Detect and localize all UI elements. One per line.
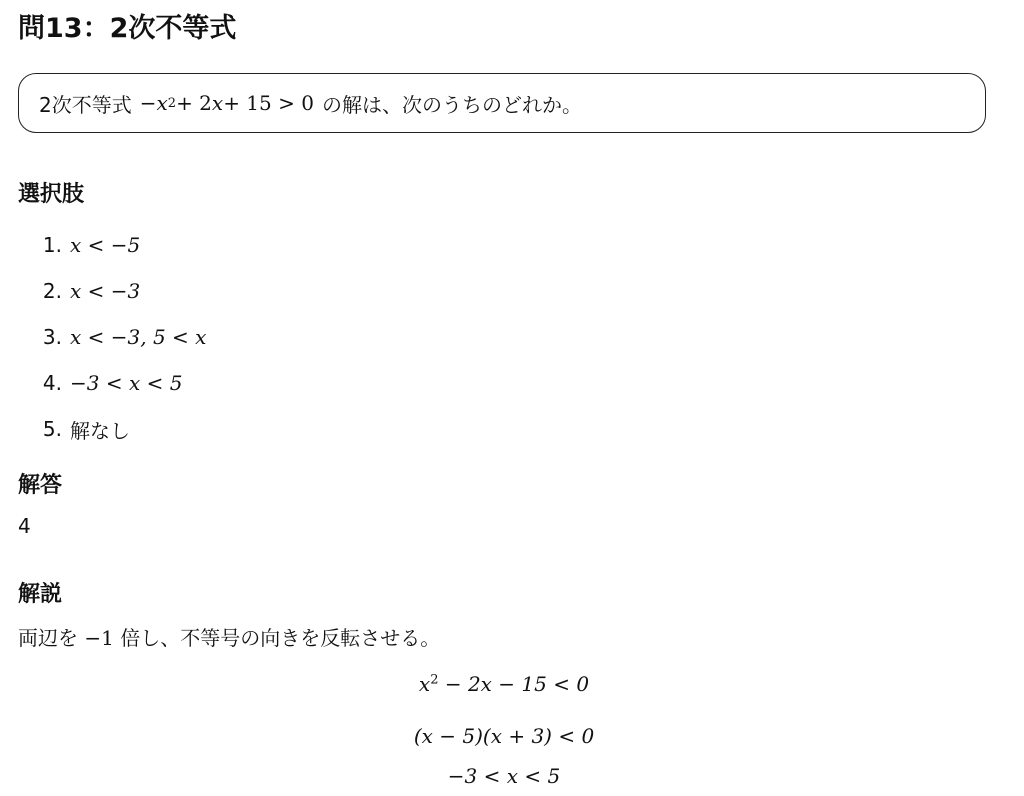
question-box bbox=[18, 73, 986, 133]
explanation-heading: 解説 bbox=[18, 582, 63, 607]
choice-text: 解なし bbox=[70, 418, 130, 443]
equation-1-exp: 2 bbox=[430, 672, 439, 688]
choice-item bbox=[18, 360, 206, 406]
question-expr-rest: + 2 bbox=[176, 91, 212, 115]
choices-list bbox=[18, 222, 206, 452]
choice-number: 4. bbox=[42, 371, 62, 395]
explanation-intro-a: 両辺を bbox=[18, 626, 78, 650]
explanation-intro-b: 倍し、不等号の向きを反転させる。 bbox=[120, 626, 441, 650]
choice-number: 2. bbox=[42, 279, 62, 303]
question-expr-minus: − bbox=[139, 91, 157, 115]
choice-number: 1. bbox=[42, 233, 62, 257]
choice-number: 3. bbox=[42, 325, 62, 349]
choice-text: x < −3, 5 < x bbox=[70, 325, 207, 349]
explanation-intro bbox=[18, 622, 440, 651]
question-expr-tail: + 15 > 0 bbox=[223, 91, 314, 115]
question-expr-x2: x bbox=[211, 91, 224, 115]
equation-1 bbox=[18, 672, 990, 696]
equation-3: −3 < x < 5 bbox=[447, 764, 561, 788]
equation-1-rest: − 2x − 15 < 0 bbox=[438, 672, 590, 696]
page-title: 問13：2次不等式 bbox=[18, 13, 237, 44]
choices-heading: 選択肢 bbox=[18, 182, 85, 207]
choice-item bbox=[18, 222, 206, 268]
choice-item bbox=[18, 314, 206, 360]
question-prefix: 2次不等式 bbox=[39, 92, 132, 117]
explanation-intro-math: −1 bbox=[84, 626, 114, 650]
choice-item bbox=[18, 268, 206, 314]
equation-2: (x − 5)(x + 3) < 0 bbox=[413, 724, 595, 748]
question-expr-x: x bbox=[156, 91, 168, 115]
choice-text: x < −3 bbox=[70, 279, 141, 303]
equation-1-x: x bbox=[418, 672, 431, 696]
question-expr-exp: 2 bbox=[167, 95, 177, 111]
answer-heading: 解答 bbox=[18, 473, 63, 498]
choice-text: x < −5 bbox=[70, 233, 141, 257]
answer-value: 4 bbox=[18, 514, 31, 538]
question-suffix: の解は、次のうちのどれか。 bbox=[321, 92, 582, 117]
choice-text: −3 < x < 5 bbox=[70, 371, 183, 395]
choice-number: 5. bbox=[42, 417, 62, 441]
choice-item bbox=[18, 406, 206, 452]
